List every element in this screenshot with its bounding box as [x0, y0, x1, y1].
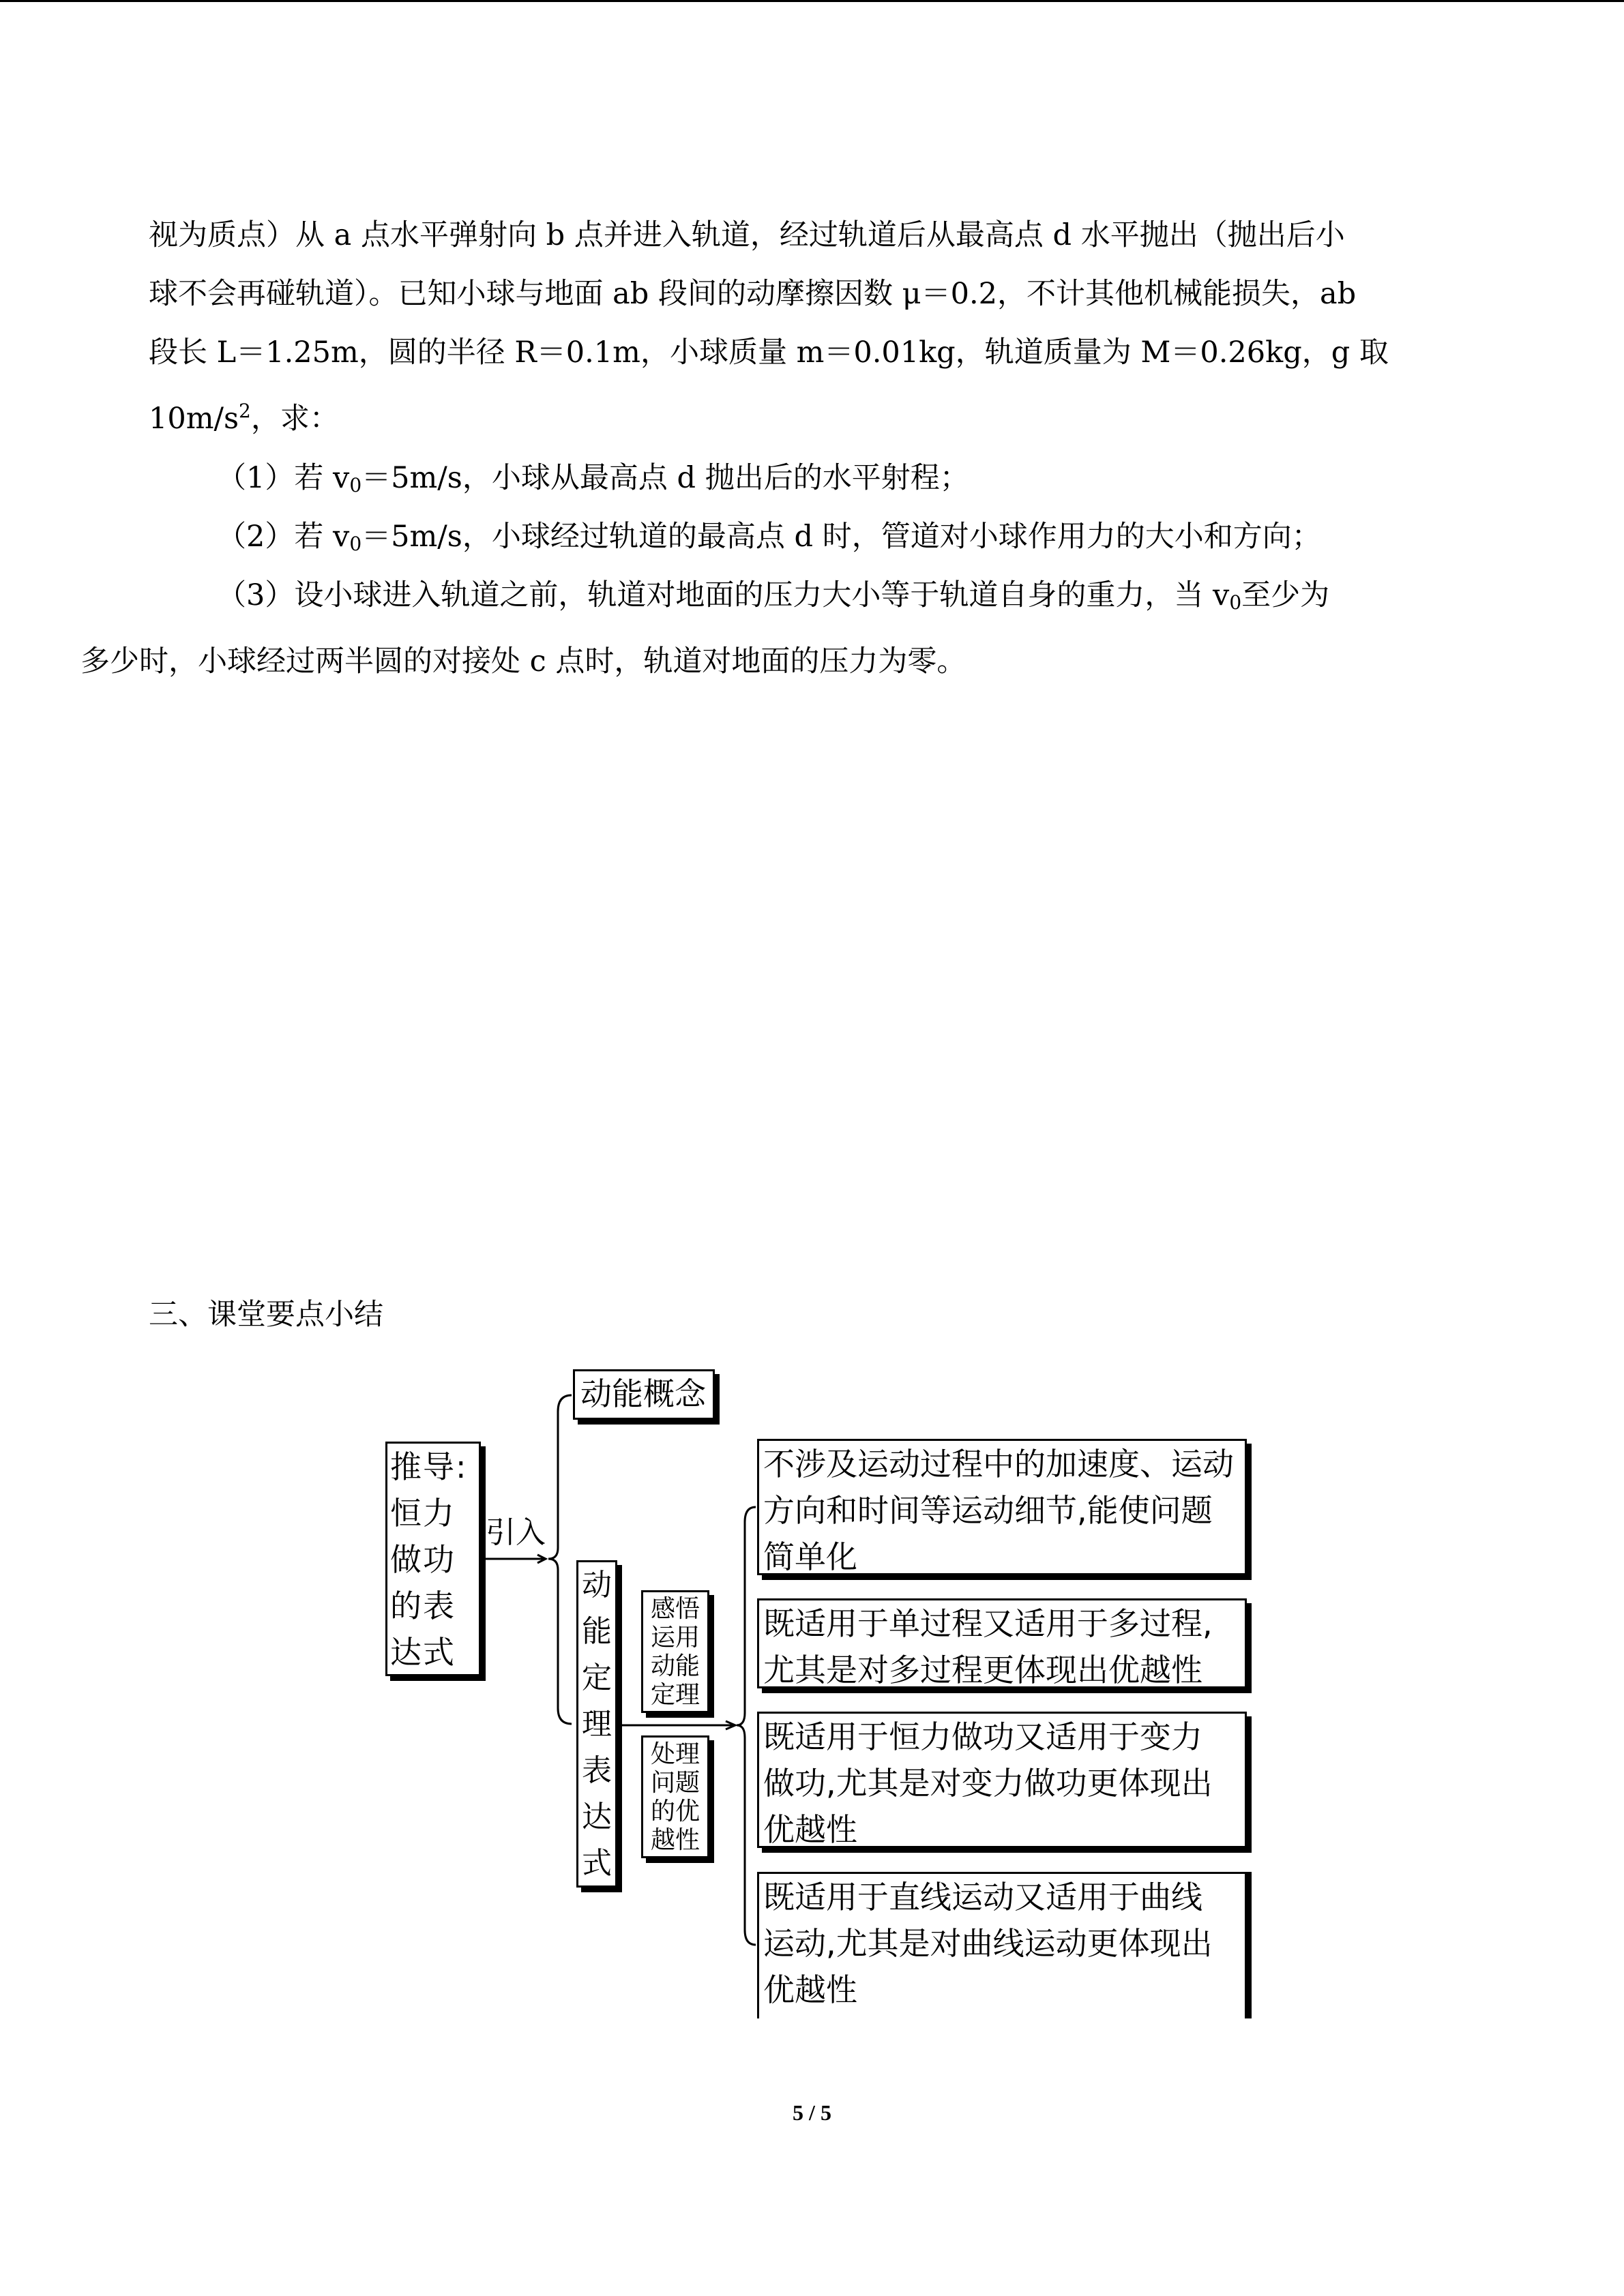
theorem-expression-box [576, 1560, 617, 1888]
intro-line-2: 球不会再碰轨道）。已知小球与地面 ab 段间的动摩擦因数 μ＝0.2，不计其他机械能损失，ab [149, 277, 1357, 311]
question-2-prefix: （2）若 v [217, 520, 350, 554]
apply-theorem-line: 定理 [650, 1681, 700, 1709]
theorem-char: 理 [582, 1707, 612, 1742]
advantage-label-line: 越性 [650, 1826, 700, 1854]
question-2-text: ＝5m/s，小球经过轨道的最高点 d 时，管道对小球作用力的大小和方向； [361, 520, 1321, 554]
theorem-char: 定 [582, 1660, 612, 1695]
advantage-label-line: 的优 [650, 1798, 700, 1825]
theorem-char: 表 [582, 1753, 612, 1788]
intro-arrow-label: 引入 [486, 1515, 546, 1550]
subscript: 0 [1229, 591, 1242, 614]
intro-line-4-tail: ，求： [250, 402, 339, 436]
advantage-label-line: 处理 [650, 1740, 700, 1768]
intro-line-4-text: 10m/s [149, 402, 239, 436]
subscript: 0 [349, 533, 362, 555]
apply-theorem-line: 动能 [650, 1652, 700, 1680]
superscript: 2 [239, 400, 251, 422]
theorem-char: 动 [582, 1568, 612, 1602]
derive-line: 达式 [390, 1634, 456, 1671]
intro-line-3: 段长 L＝1.25m，圆的半径 R＝0.1m，小球质量 m＝0.01kg，轨道质量为 M＝0.26kg，g 取 [149, 336, 1389, 370]
advantage-box-1 [757, 1439, 1247, 1575]
derive-box [385, 1442, 481, 1676]
theorem-char: 达 [582, 1800, 612, 1834]
question-3-text: 至少为 [1241, 578, 1330, 612]
advantage-line: 优越性 [763, 1971, 857, 2008]
question-3-prefix: （3）设小球进入轨道之前，轨道对地面的压力大小等于轨道自身的重力，当 v [217, 578, 1230, 612]
advantage-line: 优越性 [763, 1811, 857, 1848]
page-number: 5 / 5 [793, 2100, 831, 2125]
advantage-line: 方向和时间等运动细节,能使问题 [763, 1492, 1213, 1529]
question-1-prefix: （1）若 v [217, 461, 350, 495]
subscript: 0 [349, 474, 362, 496]
question-3-line-2: 多少时，小球经过两半圆的对接处 c 点时，轨道对地面的压力为零。 [80, 644, 966, 679]
advantage-line: 既适用于单过程又适用于多过程, [763, 1605, 1213, 1642]
advantage-line: 既适用于恒力做功又适用于变力 [763, 1718, 1202, 1755]
advantage-line: 简单化 [763, 1538, 857, 1575]
advantage-line: 运动,尤其是对曲线运动更体现出 [763, 1925, 1213, 1962]
kinetic-energy-concept-box: 动能概念 [573, 1369, 715, 1420]
intro-line-1: 视为质点）从 a 点水平弹射向 b 点并进入轨道，经过轨道后从最高点 d 水平抛出（抛出后小 [149, 218, 1345, 252]
advantage-box-2 [757, 1598, 1247, 1688]
advantage-label-box [641, 1735, 709, 1858]
derive-line: 推导: [390, 1448, 468, 1485]
derive-line: 做功 [390, 1541, 456, 1578]
apply-theorem-line: 运用 [650, 1624, 700, 1652]
section-title: 三、课堂要点小结 [149, 1298, 383, 1332]
derive-line: 的表 [390, 1587, 456, 1624]
advantage-box-4 [757, 1872, 1247, 2018]
advantage-line: 尤其是对多过程更体现出优越性 [763, 1652, 1202, 1688]
question-1-text: ＝5m/s，小球从最高点 d 抛出后的水平射程； [361, 461, 969, 495]
advantage-box-3 [757, 1712, 1247, 1848]
apply-theorem-line: 感悟 [650, 1595, 700, 1623]
advantage-label-line: 问题 [650, 1769, 700, 1797]
apply-theorem-box [641, 1590, 709, 1713]
theorem-char: 式 [582, 1846, 612, 1881]
advantage-line: 不涉及运动过程中的加速度、运动 [763, 1446, 1234, 1482]
theorem-char: 能 [582, 1614, 612, 1649]
derive-line: 恒力 [390, 1495, 456, 1532]
advantage-line: 做功,尤其是对变力做功更体现出 [763, 1765, 1213, 1802]
advantage-line: 既适用于直线运动又适用于曲线 [763, 1879, 1202, 1915]
